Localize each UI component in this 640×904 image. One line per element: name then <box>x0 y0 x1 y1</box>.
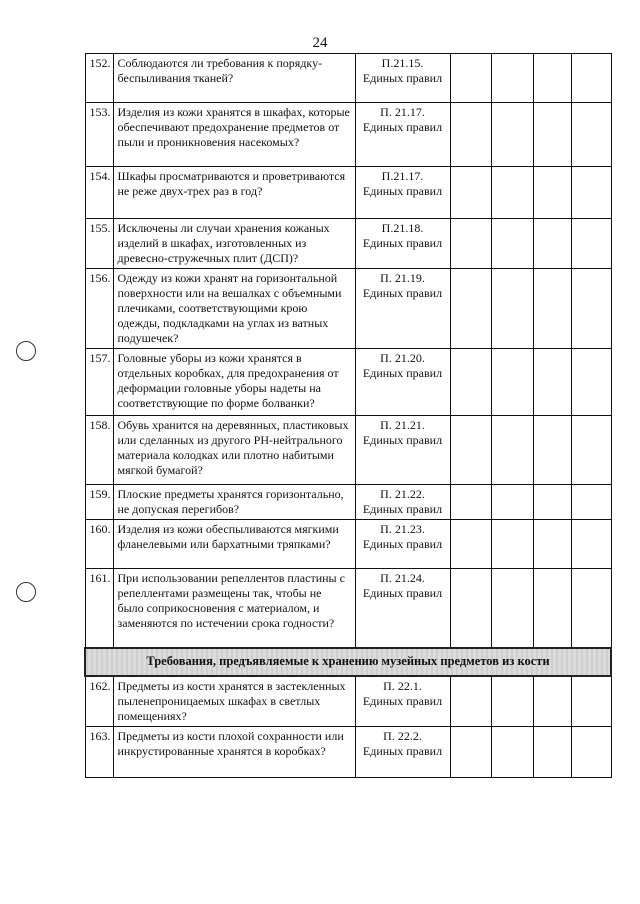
item-reference <box>355 349 450 416</box>
item-reference <box>355 269 450 349</box>
answer-cell[interactable] <box>533 167 571 219</box>
item-reference <box>355 485 450 520</box>
table-row <box>85 103 611 167</box>
item-number: 161. <box>85 569 113 648</box>
answer-cell[interactable] <box>533 520 571 569</box>
table-row <box>85 54 611 103</box>
item-number: 159. <box>85 485 113 520</box>
answer-cell[interactable] <box>491 103 533 167</box>
answer-cell[interactable] <box>533 416 571 485</box>
answer-cell[interactable] <box>491 569 533 648</box>
item-number: 162. <box>85 676 113 727</box>
table-row <box>85 520 611 569</box>
answer-cell[interactable] <box>571 416 611 485</box>
item-reference <box>355 416 450 485</box>
answer-cell[interactable] <box>571 349 611 416</box>
answer-cell[interactable] <box>571 103 611 167</box>
answer-cell[interactable] <box>491 349 533 416</box>
reference-clause: П. 21.24. <box>380 571 425 585</box>
item-reference <box>355 569 450 648</box>
answer-cell[interactable] <box>491 54 533 103</box>
answer-cell[interactable] <box>533 569 571 648</box>
item-reference <box>355 727 450 778</box>
table-row <box>85 416 611 485</box>
reference-clause: П. 21.20. <box>380 351 425 365</box>
answer-cell[interactable] <box>491 416 533 485</box>
reference-clause: П. 21.22. <box>380 487 425 501</box>
answer-cell[interactable] <box>450 54 491 103</box>
reference-clause: П.21.17. <box>381 169 424 183</box>
item-reference <box>355 219 450 269</box>
answer-cell[interactable] <box>450 727 491 778</box>
table-row <box>85 727 611 778</box>
answer-cell[interactable] <box>450 485 491 520</box>
item-reference <box>355 167 450 219</box>
item-question: Одежду из кожи хранят на горизонтальной поверхности или на вешалках с объемными плечиками, соответствующими крою одежды, подкладками на углах из ватных подушечек? <box>113 269 355 349</box>
answer-cell[interactable] <box>491 269 533 349</box>
section-heading: Требования, предъявляемые к хранению музейных предметов из кости <box>85 648 611 676</box>
item-question: Предметы из кости плохой сохранности или инкрустированные хранятся в коробках? <box>113 727 355 778</box>
answer-cell[interactable] <box>571 727 611 778</box>
item-number: 154. <box>85 167 113 219</box>
reference-clause: П. 22.1. <box>383 678 422 693</box>
item-number: 155. <box>85 219 113 269</box>
reference-clause: П. 21.19. <box>380 271 425 285</box>
item-question: Исключены ли случаи хранения кожаных изделий в шкафах, изготовленных из древесно-стружечных плит (ДСП)? <box>113 219 355 269</box>
answer-cell[interactable] <box>571 485 611 520</box>
reference-source: Единых правил <box>362 433 443 447</box>
answer-cell[interactable] <box>450 103 491 167</box>
table-row <box>85 485 611 520</box>
reference-source: Единых правил <box>362 236 443 250</box>
answer-cell[interactable] <box>571 569 611 648</box>
answer-cell[interactable] <box>571 676 611 727</box>
binder-hole <box>16 582 36 602</box>
reference-clause: П. 22.2. <box>383 729 422 743</box>
reference-clause: П. 21.21. <box>380 418 425 432</box>
answer-cell[interactable] <box>571 520 611 569</box>
answer-cell[interactable] <box>450 269 491 349</box>
item-number: 163. <box>85 727 113 778</box>
answer-cell[interactable] <box>533 727 571 778</box>
checklist-table <box>84 53 612 778</box>
item-question: Изделия из кожи обеспыливаются мягкими фланелевыми или бархатными тряпками? <box>113 520 355 569</box>
answer-cell[interactable] <box>533 219 571 269</box>
item-number: 152. <box>85 54 113 103</box>
item-question: Изделия из кожи хранятся в шкафах, которые обеспечивают предохранение предметов от пыли и проникновения насекомых? <box>113 103 355 167</box>
table-row <box>85 676 611 727</box>
item-number: 160. <box>85 520 113 569</box>
item-reference <box>355 676 450 727</box>
binder-hole <box>16 341 36 361</box>
item-question: Соблюдаются ли требования к порядку-беспыливания тканей? <box>113 54 355 103</box>
item-question: При использовании репеллентов пластины с репеллентами размещены так, чтобы не было соприкосновения с материалом, и заменяются по истечении срока годности? <box>113 569 355 648</box>
reference-source: Единых правил <box>362 184 443 198</box>
table-body-after <box>85 676 611 778</box>
item-reference <box>355 103 450 167</box>
item-number: 156. <box>85 269 113 349</box>
reference-source: Единых правил <box>362 366 443 380</box>
reference-source: Единых правил <box>362 120 443 134</box>
reference-source: Единых правил <box>362 537 443 551</box>
reference-source: Единых правил <box>362 693 443 708</box>
item-question: Шкафы просматриваются и проветриваются не реже двух-трех раз в год? <box>113 167 355 219</box>
item-question: Плоские предметы хранятся горизонтально, не допуская перегибов? <box>113 485 355 520</box>
reference-source: Единых правил <box>362 71 443 85</box>
reference-source: Единых правил <box>362 586 443 600</box>
answer-cell[interactable] <box>533 269 571 349</box>
reference-clause: П. 21.17. <box>380 105 425 119</box>
answer-cell[interactable] <box>450 676 491 727</box>
item-question: Обувь хранится на деревянных, пластиковых или сделанных из другого РН-нейтрального материала колодках или плотно набитыми мягкой бумагой? <box>113 416 355 485</box>
table-row <box>85 569 611 648</box>
table-row <box>85 349 611 416</box>
item-number: 153. <box>85 103 113 167</box>
answer-cell[interactable] <box>491 167 533 219</box>
reference-clause: П. 21.23. <box>380 522 425 536</box>
answer-cell[interactable] <box>533 103 571 167</box>
item-reference <box>355 54 450 103</box>
answer-cell[interactable] <box>571 269 611 349</box>
item-question: Предметы из кости хранятся в застекленных пыленепроницаемых шкафах в светлых помещениях? <box>113 676 355 727</box>
answer-cell[interactable] <box>450 569 491 648</box>
reference-clause: П.21.15. <box>381 56 424 70</box>
answer-cell[interactable] <box>491 219 533 269</box>
answer-cell[interactable] <box>450 349 491 416</box>
answer-cell[interactable] <box>533 676 571 727</box>
reference-source: Единых правил <box>362 744 443 758</box>
answer-cell[interactable] <box>450 167 491 219</box>
answer-cell[interactable] <box>491 520 533 569</box>
answer-cell[interactable] <box>533 485 571 520</box>
reference-clause: П.21.18. <box>381 221 424 235</box>
table-row <box>85 167 611 219</box>
answer-cell[interactable] <box>450 416 491 485</box>
item-number: 158. <box>85 416 113 485</box>
item-reference <box>355 520 450 569</box>
reference-source: Единых правил <box>362 286 443 300</box>
item-number: 157. <box>85 349 113 416</box>
answer-cell[interactable] <box>450 219 491 269</box>
answer-cell[interactable] <box>533 349 571 416</box>
table-row <box>85 219 611 269</box>
answer-cell[interactable] <box>491 485 533 520</box>
table-body-before <box>85 54 611 648</box>
answer-cell[interactable] <box>571 54 611 103</box>
answer-cell[interactable] <box>571 219 611 269</box>
answer-cell[interactable] <box>533 54 571 103</box>
page-number: 24 <box>312 35 328 51</box>
answer-cell[interactable] <box>571 167 611 219</box>
answer-cell[interactable] <box>491 727 533 778</box>
item-question: Головные уборы из кожи хранятся в отдельных коробках, для предохранения от деформации головные уборы надеты на соответствующие по форме болванки? <box>113 349 355 416</box>
answer-cell[interactable] <box>491 676 533 727</box>
reference-source: Единых правил <box>362 502 443 516</box>
table-row <box>85 269 611 349</box>
answer-cell[interactable] <box>450 520 491 569</box>
section-heading-row <box>85 648 611 676</box>
